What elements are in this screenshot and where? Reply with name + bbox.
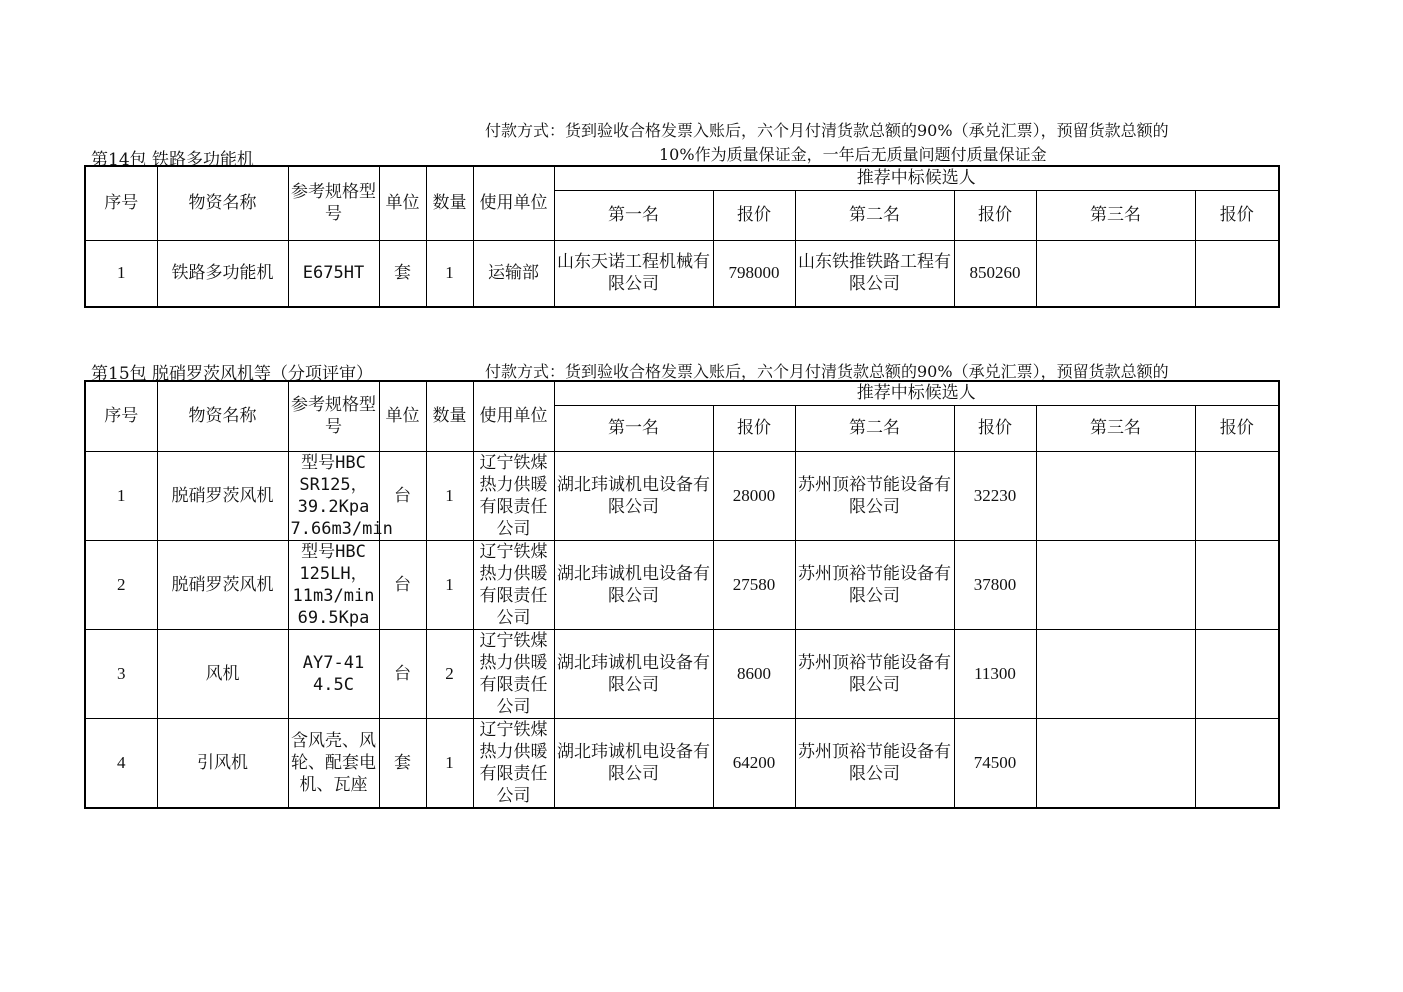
cell-name: 铁路多功能机 [157, 240, 288, 307]
cell-name: 引风机 [157, 718, 288, 808]
table-row [85, 451, 1279, 540]
cell-price1: 27580 [713, 540, 795, 629]
cell-spec: 含风壳、风轮、配套电机、瓦座 [288, 718, 379, 808]
cell-spec: AY7-41 4.5C [288, 629, 379, 718]
cell-seq: 2 [85, 540, 157, 629]
header-unit: 单位 [379, 166, 426, 240]
cell-user: 运输部 [473, 240, 554, 307]
cell-qty: 1 [426, 540, 473, 629]
cell-user: 辽宁铁煤热力供暖有限责任公司 [473, 718, 554, 808]
header-spec: 参考规格型号 [288, 166, 379, 240]
cell-price3 [1195, 451, 1279, 540]
cell-third [1036, 629, 1195, 718]
table-row [85, 240, 1279, 307]
header-name: 物资名称 [157, 381, 288, 451]
cell-third [1036, 240, 1195, 307]
cell-unit: 套 [379, 718, 426, 808]
cell-price2: 37800 [954, 540, 1036, 629]
header-user: 使用单位 [473, 166, 554, 240]
header-recommend: 推荐中标候选人 [554, 381, 1279, 405]
cell-spec: 型号HBC SR125，39.2Kpa 7.66m3/min [288, 451, 379, 540]
cell-first: 湖北玮诚机电设备有限公司 [554, 540, 713, 629]
cell-second: 苏州顶裕节能设备有限公司 [795, 540, 954, 629]
cell-qty: 1 [426, 240, 473, 307]
pkg15-table [84, 380, 1280, 809]
header-second: 第二名 [795, 405, 954, 451]
cell-unit: 套 [379, 240, 426, 307]
cell-user: 辽宁铁煤热力供暖有限责任公司 [473, 451, 554, 540]
cell-second: 苏州顶裕节能设备有限公司 [795, 451, 954, 540]
header-price1: 报价 [713, 405, 795, 451]
cell-price1: 28000 [713, 451, 795, 540]
cell-user: 辽宁铁煤热力供暖有限责任公司 [473, 629, 554, 718]
cell-price2: 850260 [954, 240, 1036, 307]
cell-price3 [1195, 629, 1279, 718]
header-price2: 报价 [954, 405, 1036, 451]
pkg14-title: 第14包 铁路多功能机 [91, 150, 255, 170]
header-third: 第三名 [1036, 190, 1195, 240]
header-second: 第二名 [795, 190, 954, 240]
cell-seq: 1 [85, 451, 157, 540]
cell-first: 湖北玮诚机电设备有限公司 [554, 451, 713, 540]
pkg15-title: 第15包 脱硝罗茨风机等（分项评审） [91, 364, 374, 384]
cell-price1: 8600 [713, 629, 795, 718]
pkg14-payment-line1: 付款方式：货到验收合格发票入账后，六个月付清货款总额的90%（承兑汇票），预留货款总额的 [485, 121, 1169, 140]
cell-spec: 型号HBC 125LH，11m3/min 69.5Kpa [288, 540, 379, 629]
cell-second: 苏州顶裕节能设备有限公司 [795, 718, 954, 808]
header-unit: 单位 [379, 381, 426, 451]
cell-user: 辽宁铁煤热力供暖有限责任公司 [473, 540, 554, 629]
cell-first: 湖北玮诚机电设备有限公司 [554, 718, 713, 808]
cell-third [1036, 718, 1195, 808]
header-recommend: 推荐中标候选人 [554, 166, 1279, 190]
cell-second: 苏州顶裕节能设备有限公司 [795, 629, 954, 718]
cell-price1: 798000 [713, 240, 795, 307]
cell-unit: 台 [379, 540, 426, 629]
pkg15-payment-line1: 付款方式：货到验收合格发票入账后，六个月付清货款总额的90%（承兑汇票），预留货款总额的 [485, 362, 1169, 381]
header-price2: 报价 [954, 190, 1036, 240]
header-first: 第一名 [554, 190, 713, 240]
header-qty: 数量 [426, 166, 473, 240]
header-seq: 序号 [85, 166, 157, 240]
cell-price2: 74500 [954, 718, 1036, 808]
cell-price3 [1195, 240, 1279, 307]
cell-third [1036, 540, 1195, 629]
pkg14-payment-line2: 10%作为质量保证金，一年后无质量问题付质量保证金 [659, 145, 1047, 164]
header-price1: 报价 [713, 190, 795, 240]
cell-name: 脱硝罗茨风机 [157, 540, 288, 629]
cell-seq: 3 [85, 629, 157, 718]
header-third: 第三名 [1036, 405, 1195, 451]
cell-unit: 台 [379, 629, 426, 718]
header-seq: 序号 [85, 381, 157, 451]
cell-seq: 4 [85, 718, 157, 808]
header-price3: 报价 [1195, 190, 1279, 240]
cell-price3 [1195, 718, 1279, 808]
cell-price2: 32230 [954, 451, 1036, 540]
header-spec: 参考规格型号 [288, 381, 379, 451]
cell-name: 脱硝罗茨风机 [157, 451, 288, 540]
table-row [85, 629, 1279, 718]
table-row [85, 540, 1279, 629]
cell-unit: 台 [379, 451, 426, 540]
pkg14-table [84, 165, 1280, 308]
cell-third [1036, 451, 1195, 540]
cell-qty: 1 [426, 718, 473, 808]
cell-first: 山东天诺工程机械有限公司 [554, 240, 713, 307]
cell-qty: 1 [426, 451, 473, 540]
cell-first: 湖北玮诚机电设备有限公司 [554, 629, 713, 718]
header-name: 物资名称 [157, 166, 288, 240]
cell-qty: 2 [426, 629, 473, 718]
cell-price1: 64200 [713, 718, 795, 808]
cell-second: 山东铁推铁路工程有限公司 [795, 240, 954, 307]
cell-seq: 1 [85, 240, 157, 307]
header-first: 第一名 [554, 405, 713, 451]
header-price3: 报价 [1195, 405, 1279, 451]
header-qty: 数量 [426, 381, 473, 451]
cell-price2: 11300 [954, 629, 1036, 718]
cell-price3 [1195, 540, 1279, 629]
header-user: 使用单位 [473, 381, 554, 451]
cell-name: 风机 [157, 629, 288, 718]
cell-spec: E675HT [288, 240, 379, 307]
table-row [85, 718, 1279, 808]
